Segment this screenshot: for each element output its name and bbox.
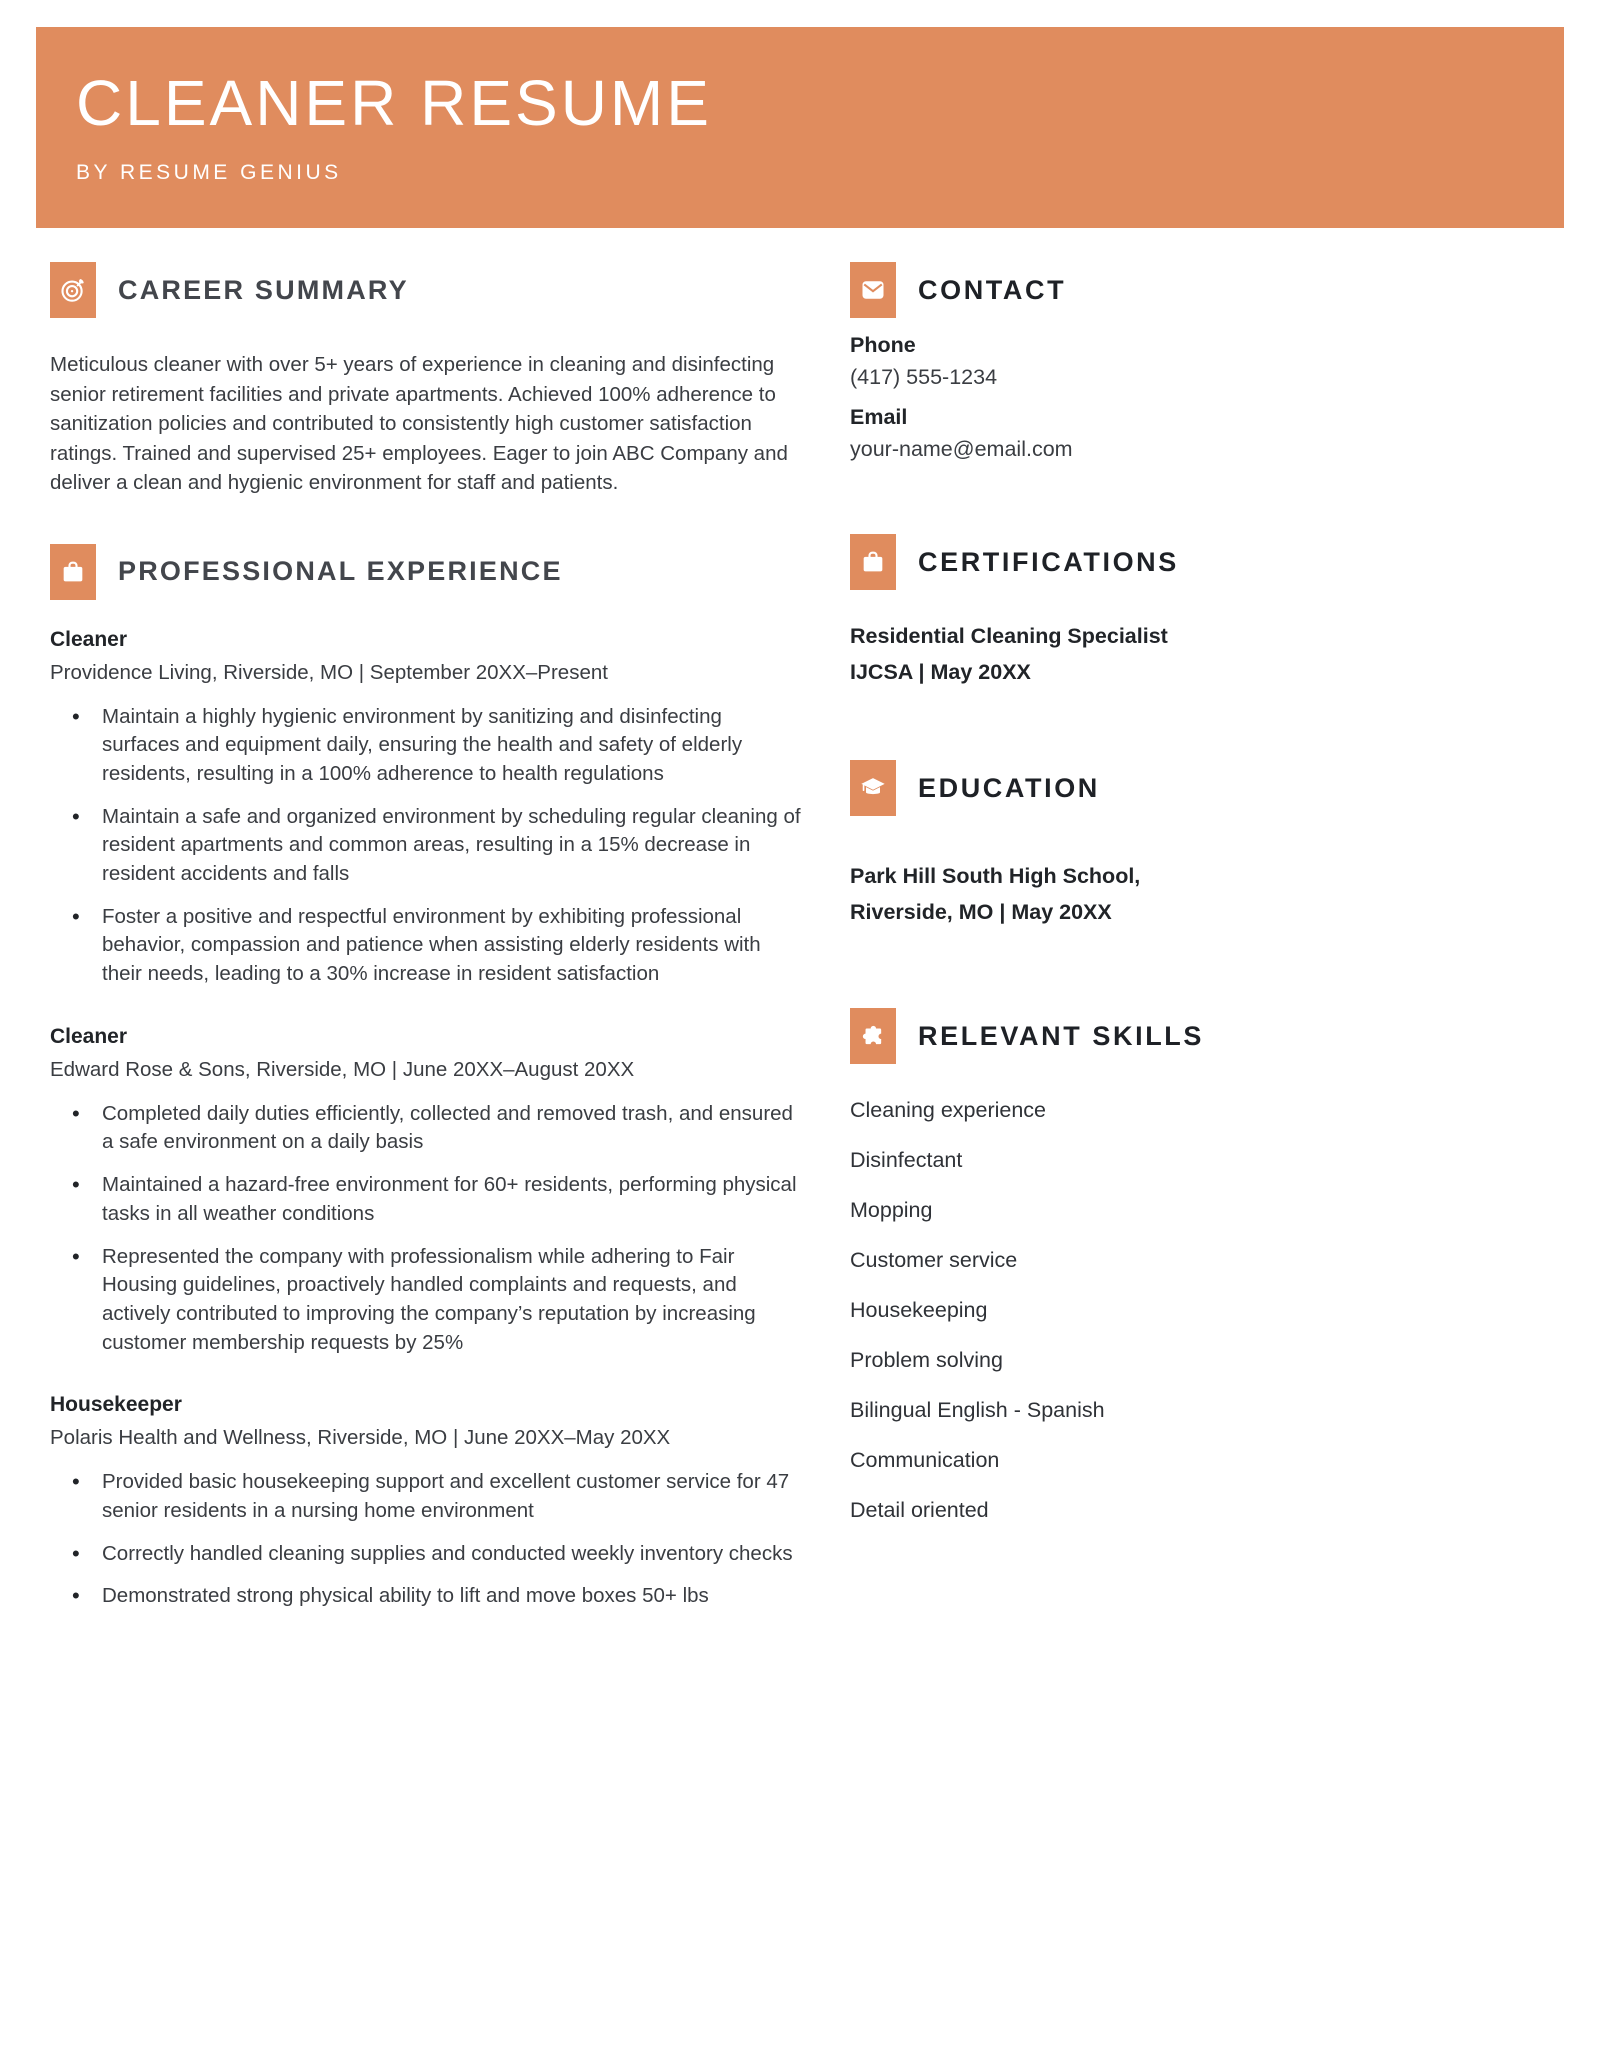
skill-item: Mopping	[850, 1198, 933, 1223]
contact-header	[850, 262, 1562, 318]
job-bullet: • Maintain a safe and organized environment by scheduling regular cleaning of resident apartments and common areas, resulting in a 15% decrease in resident accidents and falls	[50, 803, 802, 889]
relevant-skills-title: RELEVANT SKILLS	[918, 1020, 1205, 1051]
job-entry	[50, 1025, 802, 1358]
job-bullet-list	[50, 1468, 802, 1611]
phone-value: (417) 555-1234	[850, 365, 998, 389]
job-bullet: • Correctly handled cleaning supplies and conducted weekly inventory checks	[50, 1540, 802, 1569]
certifications-title: CERTIFICATIONS	[918, 546, 1179, 577]
job-company-dates: Providence Living, Riverside, MO | September 20XX–Present	[50, 660, 608, 684]
job-title: Cleaner	[50, 627, 128, 651]
envelope-icon	[850, 262, 896, 318]
content-columns	[50, 262, 1562, 1625]
certification-item: Residential Cleaning Specialist IJCSA | May 20XX	[850, 624, 1168, 685]
job-bullet: • Represented the company with professionalism while adhering to Fair Housing guidelines, proactively handled complaints and requests, and actively contributed to improving the company’s reputation by increasing customer membership requests by 25%	[50, 1243, 802, 1358]
certifications-header	[850, 534, 1562, 590]
job-title: Cleaner	[50, 1024, 128, 1048]
skill-item: Problem solving	[850, 1348, 1003, 1373]
skill-item: Communication	[850, 1448, 1000, 1473]
relevant-skills-header	[850, 1008, 1562, 1064]
career-summary-header	[50, 262, 802, 318]
skill-item: Customer service	[850, 1248, 1018, 1273]
professional-experience-header	[50, 544, 802, 600]
certifications-section	[850, 534, 1562, 690]
document-title: CLEANER RESUME	[76, 67, 712, 139]
job-bullet: • Provided basic housekeeping support and excellent customer service for 47 senior residents in a nursing home environment	[50, 1468, 802, 1525]
skill-item: Bilingual English - Spanish	[850, 1398, 1105, 1423]
contact-title: CONTACT	[918, 274, 1067, 305]
skill-item: Disinfectant	[850, 1148, 963, 1173]
target-icon	[50, 262, 96, 318]
job-bullet: • Completed daily duties efficiently, collected and removed trash, and ensured a safe environment on a daily basis	[50, 1100, 802, 1157]
job-company-dates: Edward Rose & Sons, Riverside, MO | June 20XX–August 20XX	[50, 1057, 635, 1081]
professional-experience-section	[50, 544, 802, 1611]
education-section	[850, 760, 1562, 930]
job-list	[50, 628, 802, 1611]
phone-label: Phone	[850, 333, 916, 357]
email-label: Email	[850, 405, 908, 429]
job-bullet-list	[50, 1100, 802, 1358]
job-title: Housekeeper	[50, 1393, 182, 1417]
career-summary-text: Meticulous cleaner with over 5+ years of experience in cleaning and disinfecting senior retirement facilities and private apartments. Achieved 100% adherence to sanitization policies and contributed to consistently high customer satisfaction ratings. Trained and supervised 25+ employees. Eager to join ABC Company and deliver a clean and hygienic environment for staff and patients.	[50, 353, 788, 495]
skill-item: Detail oriented	[850, 1498, 989, 1523]
relevant-skills-section	[850, 1008, 1562, 1523]
skill-item: Housekeeping	[850, 1298, 988, 1323]
skill-item: Cleaning experience	[850, 1098, 1047, 1123]
education-header	[850, 760, 1562, 816]
email-value: your-name@email.com	[850, 437, 1073, 461]
document-subtitle: BY RESUME GENIUS	[76, 161, 342, 184]
skills-list	[850, 1098, 1562, 1523]
graduation-cap-icon	[850, 760, 896, 816]
header-band	[36, 27, 1564, 228]
education-item: Park Hill South High School, Riverside, MO | May 20XX	[850, 864, 1141, 925]
sidebar-column	[850, 262, 1562, 1625]
main-column	[50, 262, 802, 1625]
job-bullet: • Maintain a highly hygienic environment by sanitizing and disinfecting surfaces and equipment daily, ensuring the health and safety of elderly residents, resulting in a 100% adherence to health regulations	[50, 703, 802, 789]
professional-experience-title: PROFESSIONAL EXPERIENCE	[118, 556, 563, 587]
briefcase-icon	[850, 534, 896, 590]
job-entry	[50, 628, 802, 989]
education-title: EDUCATION	[918, 772, 1100, 803]
job-entry	[50, 1393, 802, 1611]
job-bullet: • Maintained a hazard-free environment for 60+ residents, performing physical tasks in all weather conditions	[50, 1171, 802, 1228]
job-company-dates: Polaris Health and Wellness, Riverside, MO | June 20XX–May 20XX	[50, 1426, 671, 1450]
career-summary-title: CAREER SUMMARY	[118, 274, 409, 305]
puzzle-piece-icon	[850, 1008, 896, 1064]
job-bullet: • Foster a positive and respectful environment by exhibiting professional behavior, compassion and patience when assisting elderly residents with their needs, leading to a 30% increase in resident satisfaction	[50, 903, 802, 989]
job-bullet: • Demonstrated strong physical ability to lift and move boxes 50+ lbs	[50, 1582, 802, 1611]
job-bullet-list	[50, 703, 802, 989]
contact-section	[850, 262, 1562, 462]
briefcase-icon	[50, 544, 96, 600]
